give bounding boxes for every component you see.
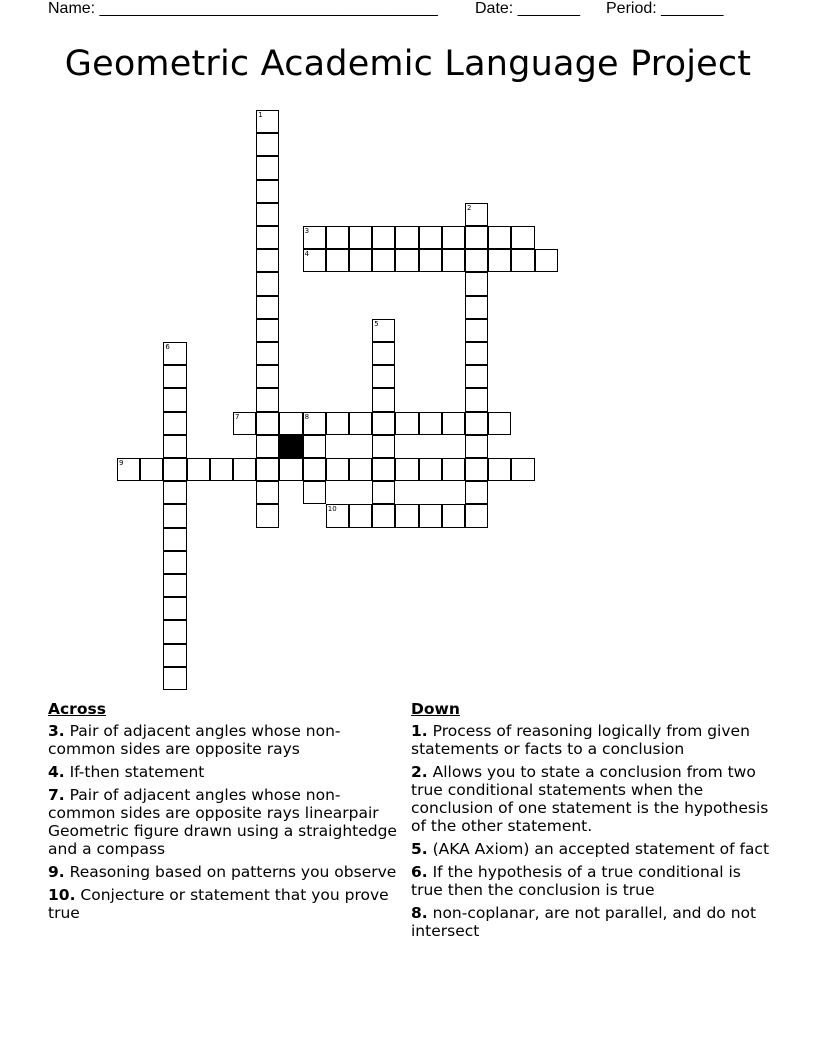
crossword-cell[interactable] <box>163 412 186 435</box>
cell-number: 2 <box>467 203 472 212</box>
crossword-cell[interactable] <box>163 528 186 551</box>
crossword-cell[interactable] <box>372 504 395 527</box>
clue-number: 1. <box>411 722 428 740</box>
cell-number: 10 <box>327 505 337 514</box>
clue-number: 8. <box>411 904 428 922</box>
crossword-cell[interactable] <box>395 226 418 249</box>
across-heading: Across <box>48 700 106 718</box>
crossword-cell[interactable] <box>326 226 349 249</box>
crossword-cell[interactable] <box>372 388 395 411</box>
clue-number: 5. <box>411 840 428 858</box>
crossword-cell[interactable] <box>326 412 349 435</box>
crossword-cell[interactable] <box>465 365 488 388</box>
crossword-cell[interactable] <box>256 435 279 458</box>
clue-text: non-coplanar, are not parallel, and do not intersect <box>411 904 757 940</box>
crossword-cell[interactable] <box>256 504 279 527</box>
clue-text: If-then statement <box>64 763 205 781</box>
clue-text: Allows you to state a conclusion from two true conditional statements when the conclusion of one statement is the hypothesis of the other statement. <box>411 763 769 835</box>
crossword-cell[interactable] <box>465 296 488 319</box>
crossword-cell[interactable] <box>465 249 488 272</box>
crossword-cell[interactable] <box>395 249 418 272</box>
crossword-cell[interactable] <box>256 249 279 272</box>
down-clue <box>411 904 771 940</box>
blocked-cell <box>279 435 302 458</box>
crossword-cell[interactable] <box>488 412 511 435</box>
cell-number: 4 <box>304 250 310 259</box>
crossword-cell[interactable] <box>303 435 326 458</box>
crossword-cell[interactable] <box>233 412 256 435</box>
crossword-cell[interactable] <box>395 412 418 435</box>
clue-number: 3. <box>48 722 65 740</box>
crossword-cell[interactable] <box>488 458 511 481</box>
crossword-cell[interactable] <box>256 226 279 249</box>
cell-number: 3 <box>304 227 310 235</box>
down-clue <box>411 763 771 835</box>
crossword-cell[interactable] <box>372 365 395 388</box>
across-clue <box>48 786 398 858</box>
crossword-cell[interactable] <box>256 180 279 203</box>
crossword-cell[interactable] <box>419 504 442 527</box>
crossword-cell[interactable] <box>256 365 279 388</box>
crossword-cell[interactable] <box>465 203 488 226</box>
crossword-cell[interactable] <box>395 504 418 527</box>
crossword-cell[interactable] <box>163 551 186 574</box>
crossword-cell[interactable] <box>163 667 186 690</box>
crossword-cell[interactable] <box>140 458 163 481</box>
crossword-cell[interactable] <box>465 412 488 435</box>
crossword-cell[interactable] <box>303 249 326 272</box>
crossword-cell[interactable] <box>442 504 465 527</box>
crossword-cell[interactable] <box>395 458 418 481</box>
crossword-cell[interactable] <box>419 458 442 481</box>
clue-number: 9. <box>48 863 65 881</box>
crossword-cell[interactable] <box>372 481 395 504</box>
crossword-cell[interactable] <box>256 203 279 226</box>
crossword-cell[interactable] <box>163 435 186 458</box>
clue-number: 10. <box>48 886 76 904</box>
crossword-cell[interactable] <box>163 597 186 620</box>
crossword-cell[interactable] <box>233 458 256 481</box>
crossword-cell[interactable] <box>419 412 442 435</box>
page-title: Geometric Academic Language Project <box>64 44 752 84</box>
crossword-cell[interactable] <box>511 226 534 249</box>
crossword-cell[interactable] <box>117 458 140 481</box>
across-clue <box>48 763 398 781</box>
down-clue <box>411 722 771 758</box>
crossword-cell[interactable] <box>442 226 465 249</box>
clue-text: If the hypothesis of a true conditional is true then the conclusion is true <box>411 863 741 899</box>
crossword-cell[interactable] <box>511 249 534 272</box>
crossword-cell[interactable] <box>372 319 395 342</box>
crossword-cell[interactable] <box>465 388 488 411</box>
crossword-cell[interactable] <box>163 504 186 527</box>
crossword-cell[interactable] <box>256 319 279 342</box>
crossword-cell[interactable] <box>488 249 511 272</box>
cell-number: 9 <box>119 459 124 467</box>
crossword-cell[interactable] <box>256 481 279 504</box>
clue-text: Process of reasoning logically from given statements or facts to a conclusion <box>411 722 750 758</box>
crossword-cell[interactable] <box>349 504 372 527</box>
crossword-cell[interactable] <box>163 574 186 597</box>
clue-number: 2. <box>411 763 428 781</box>
crossword-cell[interactable] <box>372 412 395 435</box>
crossword-cell[interactable] <box>419 226 442 249</box>
crossword-cell[interactable] <box>372 226 395 249</box>
crossword-cell[interactable] <box>442 412 465 435</box>
crossword-cell[interactable] <box>465 458 488 481</box>
cell-number: 6 <box>165 343 170 351</box>
cell-number: 1 <box>258 111 263 119</box>
crossword-cell[interactable] <box>372 342 395 365</box>
crossword-cell[interactable] <box>303 481 326 504</box>
crossword-cell[interactable] <box>256 272 279 295</box>
crossword-cell[interactable] <box>163 388 186 411</box>
period-field-label[interactable]: Period: _______ <box>606 0 724 17</box>
crossword-cell[interactable] <box>465 435 488 458</box>
crossword-cell[interactable] <box>326 458 349 481</box>
crossword-cell[interactable] <box>372 458 395 481</box>
crossword-cell[interactable] <box>163 365 186 388</box>
crossword-cell[interactable] <box>419 249 442 272</box>
across-clue <box>48 886 398 922</box>
crossword-cell[interactable] <box>163 620 186 643</box>
clue-text: Pair of adjacent angles whose non-common sides are opposite rays linearpair Geometric figure drawn using a straightedge and a compass <box>48 786 397 858</box>
cell-number: 5 <box>374 319 379 328</box>
crossword-cell[interactable] <box>326 504 349 527</box>
crossword-cell[interactable] <box>465 272 488 295</box>
crossword-cell[interactable] <box>210 458 233 481</box>
date-field-label[interactable]: Date: _______ <box>475 0 580 17</box>
crossword-cell[interactable] <box>187 458 210 481</box>
crossword-cell[interactable] <box>349 249 372 272</box>
crossword-cell[interactable] <box>163 342 186 365</box>
name-field-label[interactable]: Name: ______________________________________ <box>48 0 438 17</box>
crossword-cell[interactable] <box>163 644 186 667</box>
crossword-cell[interactable] <box>465 226 488 249</box>
crossword-cell[interactable] <box>326 249 349 272</box>
clue-text: Reasoning based on patterns you observe <box>64 863 397 881</box>
crossword-cell[interactable] <box>349 458 372 481</box>
clue-number: 7. <box>48 786 65 804</box>
down-heading: Down <box>411 700 460 718</box>
crossword-cell[interactable] <box>279 458 302 481</box>
down-clue <box>411 840 771 858</box>
crossword-cell[interactable] <box>372 249 395 272</box>
crossword-cell[interactable] <box>303 458 326 481</box>
cell-number: 7 <box>235 412 240 421</box>
crossword-cell[interactable] <box>349 226 372 249</box>
crossword-cell[interactable] <box>303 226 326 249</box>
crossword-cell[interactable] <box>303 412 326 435</box>
crossword-cell[interactable] <box>535 249 558 272</box>
across-clues <box>48 700 398 927</box>
crossword-cell[interactable] <box>442 458 465 481</box>
down-clues <box>411 700 771 945</box>
clue-text: Conjecture or statement that you prove true <box>48 886 389 922</box>
down-clue <box>411 863 771 899</box>
across-clue <box>48 722 398 758</box>
crossword-cell[interactable] <box>488 226 511 249</box>
crossword-cell[interactable] <box>465 504 488 527</box>
crossword-cell[interactable] <box>349 412 372 435</box>
crossword-cell[interactable] <box>511 458 534 481</box>
crossword-cell[interactable] <box>256 296 279 319</box>
across-clue <box>48 863 398 881</box>
clue-number: 4. <box>48 763 65 781</box>
crossword-cell[interactable] <box>465 342 488 365</box>
crossword-cell[interactable] <box>465 481 488 504</box>
crossword-cell[interactable] <box>256 458 279 481</box>
crossword-cell[interactable] <box>465 319 488 342</box>
crossword-cell[interactable] <box>256 156 279 179</box>
clue-number: 6. <box>411 863 428 881</box>
clue-text: (AKA Axiom) an accepted statement of fact <box>427 840 770 858</box>
crossword-cell[interactable] <box>256 110 279 133</box>
crossword-cell[interactable] <box>256 342 279 365</box>
crossword-cell[interactable] <box>256 133 279 156</box>
crossword-cell[interactable] <box>442 249 465 272</box>
cell-number: 8 <box>304 412 310 421</box>
crossword-cell[interactable] <box>279 412 302 435</box>
clue-text: Pair of adjacent angles whose non-common sides are opposite rays <box>48 722 341 758</box>
crossword-cell[interactable] <box>256 412 279 435</box>
crossword-cell[interactable] <box>163 458 186 481</box>
crossword-cell[interactable] <box>256 388 279 411</box>
crossword-cell[interactable] <box>372 435 395 458</box>
crossword-cell[interactable] <box>163 481 186 504</box>
